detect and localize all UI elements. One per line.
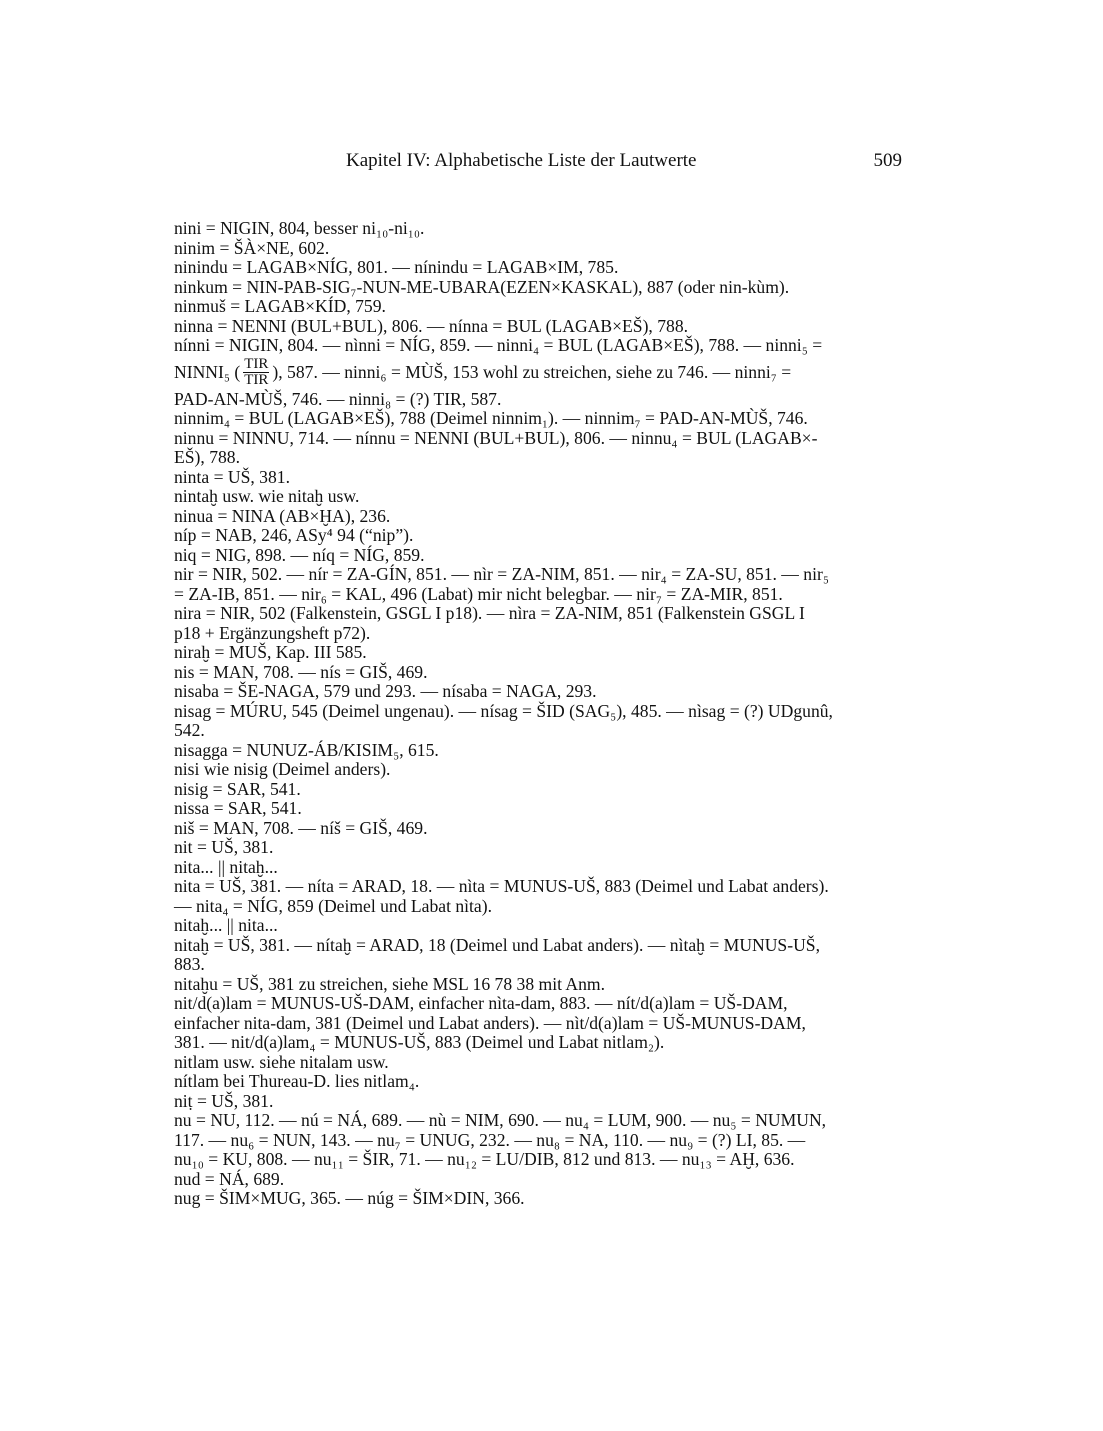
entry-line: nissa = SAR, 541. xyxy=(174,798,302,818)
entry-line-fraction xyxy=(174,356,904,390)
entry-line: p18 + Ergänzungsheft p72). xyxy=(174,622,371,643)
entry-line: niš = MAN, 708. — níš = GIŠ, 469. xyxy=(174,817,428,838)
fraction-after: ), 587. — ninni₆ = MÙŠ, 153 wohl zu streichen, siehe zu 746. — ninni₇ = xyxy=(272,361,792,382)
entry-line: 883. xyxy=(174,954,205,974)
entry-line: ninna = NENNI (BUL+BUL), 806. — nínna = BUL (LAGAB×EŠ), 788. xyxy=(174,315,689,336)
entry-line: niraḫ = MUŠ, Kap. III 585. xyxy=(174,642,367,662)
entry-line: niq = NIG, 898. — níq = NÍG, 859. xyxy=(174,544,425,565)
entry-line: nínni = NIGIN, 804. — nìnni = NÍG, 859. — ninni₄ = BUL (LAGAB×EŠ), 788. — ninni₅ = xyxy=(174,335,823,355)
entry-line: ninkum = NIN-PAB-SIG₇-NUN-ME-UBARA(EZEN×KASKAL), 887 (oder nin-kùm). xyxy=(174,276,790,297)
page-number: 509 xyxy=(873,150,902,171)
entry-line: nu = NU, 112. — nú = NÁ, 689. — nù = NIM, 690. — nu₄ = LUM, 900. — nu₅ = NUMUN, xyxy=(174,1110,827,1130)
entry-line: ninnu = NINNU, 714. — nínnu = NENNI (BUL+BUL), 806. — ninnu₄ = BUL (LAGAB×- xyxy=(174,427,818,448)
entry-line: EŠ), 788. xyxy=(174,447,240,467)
running-header xyxy=(174,150,902,180)
entry-line: ninindu = LAGAB×NÍG, 801. — nínindu = LAGAB×IM, 785. xyxy=(174,257,619,277)
entry-line: nisaba = ŠE-NAGA, 579 und 293. — nísaba = NAGA, 293. xyxy=(174,681,597,701)
entry-line: nisag = MÚRU, 545 (Deimel ungenau). — nísag = ŠID (SAG₅), 485. — nìsag = (?) UDgunû, xyxy=(174,700,833,721)
entry-line: nita = UŠ, 381. — níta = ARAD, 18. — nìta = MUNUS-UŠ, 883 (Deimel und Labat anders). xyxy=(174,876,829,896)
entry-line: nit = UŠ, 381. xyxy=(174,837,274,857)
entry-list xyxy=(174,219,904,1209)
entry-line: 542. xyxy=(174,720,205,740)
entry-line: PAD-AN-MÙŠ, 746. — ninni₈ = (?) TIR, 587. xyxy=(174,388,502,409)
entry-line: nini = NIGIN, 804, besser ni₁₀-ni₁₀. xyxy=(174,218,425,238)
entry-line: nita... || nitaḫ... xyxy=(174,856,278,877)
entry-line: nir = NIR, 502. — nír = ZA-GÍN, 851. — nìr = ZA-NIM, 851. — nir₄ = ZA-SU, 851. — nir₅ xyxy=(174,564,829,584)
entry-line: ninta = UŠ, 381. xyxy=(174,466,290,487)
entry-line: nu₁₀ = KU, 808. — nu₁₁ = ŠIR, 71. — nu₁₂ = LU/DIB, 812 und 813. — nu₁₃ = AḪ, 636. xyxy=(174,1149,795,1169)
entry-line: níp = NAB, 246, ASy⁴ 94 (“nip”). xyxy=(174,525,414,545)
fraction-before: NINNI₅ ( xyxy=(174,361,241,382)
entry-line: nitaḫ = UŠ, 381. — nítaḫ = ARAD, 18 (Deimel und Labat anders). — nìtaḫ = MUNUS-UŠ, xyxy=(174,934,820,955)
entry-line: nud = NÁ, 689. xyxy=(174,1168,285,1189)
entry-line: ninua = NINA (AB×ḪA), 236. xyxy=(174,505,391,526)
entry-line: nitlam usw. siehe nitalam usw. xyxy=(174,1051,389,1072)
running-title: Kapitel IV: Alphabetische Liste der Lautwerte xyxy=(346,150,697,171)
entry-line: 381. — nit/d(a)lam₄ = MUNUS-UŠ, 883 (Deimel und Labat nitlam₂). xyxy=(174,1032,665,1052)
entry-line: ninim = ŠÀ×NE, 602. xyxy=(174,237,330,258)
entry-line: nit/d(a)lam = MUNUS-UŠ-DAM, einfacher nìta-dam, 883. — nít/d(a)lam = UŠ-DAM, xyxy=(174,993,788,1013)
entry-line: nitaḫu = UŠ, 381 zu streichen, siehe MSL 16 78 38 mit Anm. xyxy=(174,973,605,994)
entry-line: niṭ = UŠ, 381. xyxy=(174,1090,274,1111)
entry-line: — nita₄ = NÍG, 859 (Deimel und Labat nìta). xyxy=(174,895,493,916)
entry-line: nisagga = NUNUZ-ÁB/KISIM₅, 615. xyxy=(174,739,439,760)
fraction-denominator: TIR xyxy=(244,372,269,388)
entry-line: nítlam bei Thureau-D. lies nitlam₄. xyxy=(174,1071,420,1091)
entry-line: nisig = SAR, 541. xyxy=(174,778,301,799)
entry-line: ninnim₄ = BUL (LAGAB×EŠ), 788 (Deimel ninnim₁). — ninnim₇ = PAD-AN-MÙŠ, 746. xyxy=(174,408,808,428)
entry-line: nis = MAN, 708. — nís = GIŠ, 469. xyxy=(174,661,428,682)
entry-line: nintaḫ usw. wie nitaḫ usw. xyxy=(174,486,360,506)
entry-line: einfacher nita-dam, 381 (Deimel und Labat anders). — nìt/d(a)lam = UŠ-MUNUS-DAM, xyxy=(174,1012,806,1033)
fraction-numerator: TIR xyxy=(244,356,269,372)
entry-line: 117. — nu₆ = NUN, 143. — nu₇ = UNUG, 232. — nu₈ = NA, 110. — nu₉ = (?) LI, 85. — xyxy=(174,1129,806,1150)
entry-line: nitaḫ... || nita... xyxy=(174,915,278,935)
entry-line: nira = NIR, 502 (Falkenstein, GSGL I p18). — nìra = ZA-NIM, 851 (Falkenstein GSGL I xyxy=(174,603,805,623)
entry-line: nisi wie nisig (Deimel anders). xyxy=(174,759,391,779)
entry-line: ninmuš = LAGAB×KÍD, 759. xyxy=(174,296,386,316)
stacked-fraction xyxy=(243,357,269,388)
entry-line: nug = ŠIM×MUG, 365. — núg = ŠIM×DIN, 366. xyxy=(174,1188,525,1208)
entry-line: = ZA-IB, 851. — nir₆ = KAL, 496 (Labat) mir nicht belegbar. — nir₇ = ZA-MIR, 851. xyxy=(174,583,783,604)
